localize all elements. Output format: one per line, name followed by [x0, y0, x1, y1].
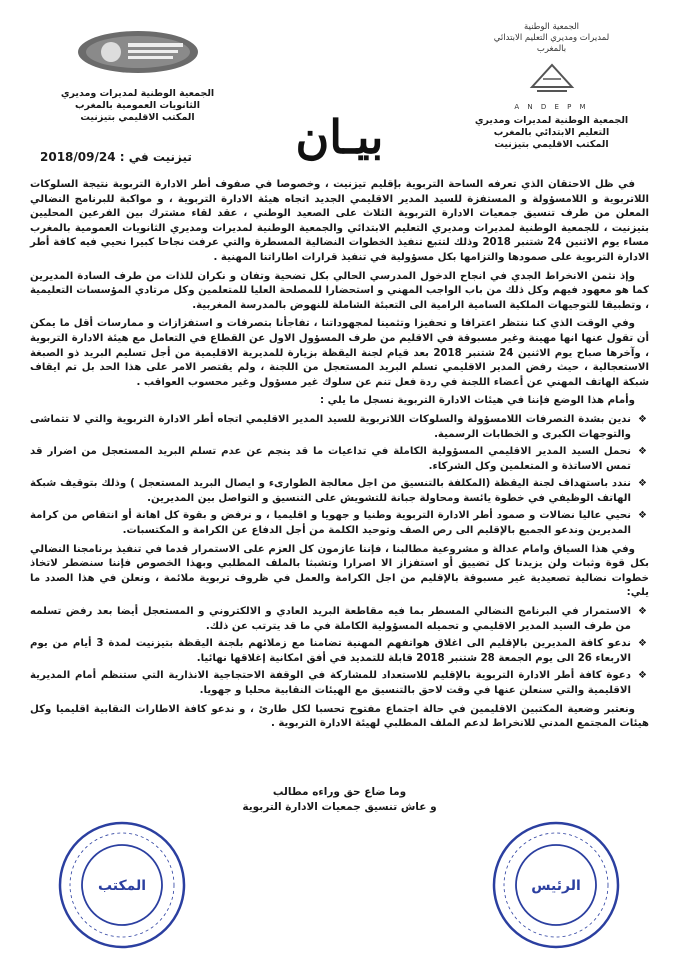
document-date: تيزنيت في : 2018/09/24 — [40, 150, 192, 164]
list-item: ❖ نحمل السيد المدير الاقليمي المسؤولية الكاملة في تداعيات ما قد ينجم عن عدم تسلم البريد المستعجل من اضرار قد تمس الاساتذة و المتعلمين وكل الشركاء. — [30, 445, 631, 474]
list-item: ❖ الاستمرار في البرنامج النضالي المسطر بما فيه مقاطعة البريد العادي و الالكتروني و المستعجل أيضا بعد رفض تسلمه من طرف السيد المدير الاقليمي و تحميله المسؤولية الكاملة في ما قد يترتب عن ذلك. — [30, 605, 631, 634]
header-left-org: الجمعية الوطنية لمديرات ومديري الثانويات العمومية بالمغرب المكتب الاقليمي بتيزنيت — [60, 88, 215, 123]
association-logo-icon — [477, 57, 627, 99]
list-item: ❖ دعوة كافة أطر الادارة التربوية بالإقليم للاستعداد للمشاركة في الوقفة الاحتجاجية الانذارية التي ستنظم أمام المديرية الاقليمية والتي سنعلن عنها في وقت لاحق بالتنسيق مع الهيئات النقابية محليا و جهويا. — [30, 669, 631, 698]
association-acronym: A N D E P M — [514, 103, 589, 111]
president-stamp-icon — [489, 818, 624, 953]
stamp-label: المكتب — [97, 878, 147, 894]
paragraph: وفي هذا السياق وامام عدالة و مشروعية مطالبنا ، فإننا عازمون كل العزم على الاستمرار قدما في تنفيذ برنامجنا النضالي بكل قوة وثبات ولن يزيدنا كل تضييق أو استفزاز الا اصرارا وتشبثا بالملف المطلبي وبهذا الخصوص فإننا سنضطر لاتخاذ خطوات نضالية تصعيدية غير مسبوقة بالإقليم من اجل الكرامة والعمل في ظروف تربوية ملائمة ، ونعلن في هذا الصدد ما يلي: — [30, 543, 649, 599]
office-stamp-icon — [55, 818, 190, 953]
secondary-schools-logo-icon — [73, 28, 203, 76]
paragraph: في ظل الاحتقان الذي تعرفه الساحة التربوية بإقليم تيزنيت ، وخصوصا في صفوف أطر الادارة التربوية نتيجة السلوكات اللاتربوية و اللامسؤولة و المستفزة للسيد المدير الاقليمي الجديد اتجاه هيئة الادارة التربوية ، و مواكبة للبرنامج النضالي المعلن من طرف تنسيق جمعيات الادارة التربوية الثلاث على الصعيد الوطني ، عقد لقاء مشترك بين الفرعين المحليين بتيزنيت ، للجمعية الوطنية لمديرات ومديري التعليم الابتدائي والجمعية الوطنية لمديرات ومديري الثانويات العمومية بالمغرب مساء يوم الاثنين 24 شتنبر 2018 وذلك لتتبع تنفيذ الخطوات النضالية المسطرة والتي عرفت نجاحا كبيرا نحيي فيه كافة أطر الادارة التربوية على صمودها والتزامها بكل مسؤولية في تنفيذ قرارات اطاراتنا المهنية . — [30, 179, 649, 263]
document-title: بيـان — [295, 110, 384, 164]
paragraph: ونعتبر وضعية المكتبين الاقليمين في حالة اجتماع مفتوح تحسبا لكل طارئ ، و ندعو كافة الاطارات النقابية اقليميا وكل هيئات المجتمع المدني للانخراط لدعم الملف المطلبي لهيئة الادارة التربوية . — [30, 703, 649, 730]
list-positions — [30, 413, 649, 539]
list-item: ❖ نحيي عاليا نضالات و صمود أطر الادارة التربوية وطنيا و جهويا و اقليميا ، و نرفض و بقوة كل اهانة أو انتقاص من كرامة المديرين وندعو الجميع بالإقليم الى رص الصف وتوحيد الكلمة من أجل الدفاع عن الكرامة و المكتسبات. — [30, 509, 631, 538]
header-right-logo-text: الجمعية الوطنية لمديرات ومديري التعليم الابتدائي بالمغرب — [493, 22, 610, 54]
document-body — [30, 178, 649, 736]
paragraph: وأمام هذا الوضع فإننا في هيئات الادارة التربوية نسجل ما يلي : — [320, 395, 635, 407]
header-right-org: الجمعية الوطنية لمديرات ومديري التعليم الابتدائي بالمغرب المكتب الاقليمي بتيزنيت — [474, 115, 629, 150]
list-item: ❖ ندين بشدة التصرفات اللامسؤولة والسلوكات اللاتربوية للسيد المدير الاقليمي اتجاه أطر الادارة التربوية والتي لا تتماشى والتوجهات الكبرى و الخطابات الرسمية. — [30, 413, 631, 442]
signoff: وما ضاع حق وراءه مطالب و عاش تنسيق جمعيات الادارة التربوية — [242, 786, 437, 813]
list-actions — [30, 605, 649, 699]
list-item: ❖ نندد باستهداف لجنة اليقظة (المكلفة بالتنسيق من اجل معالجة الطوارىء و ايصال البريد المستعجل ) وذلك بتوقيف شبكة الهاتف الوظيفي في خطوة يائسة ومحاولة جبانة للتشويش على التنسيق و التواصل بين المديرين. — [30, 477, 631, 506]
paragraph: وفي الوقت الذي كنا ننتظر اعترافا و تحفيزا وتثمينا لمجهوداتنا ، تفاجأنا بتصرفات و استفزازات و ممارسات أقل ما يمكن أن تقول عنها انها مهينة وغير مسبوقة في الاقليم من طرف المسؤول الاول عن القطاع في التعامل مع هيئة الادارة التربوية ، وآخرها صباح يوم الاثنين 24 شتنبر 2018 بعد قيام لجنة اليقظة بزيارة للمديرية الاقليمية من أجل تسليم البريد ذو الصبغة الاستعجالية ، حيث رفض المدير الاقليمي تسلم البريد المستعجل من اللجنة ، ولم يقتصر الامر على هذا الحد بل تم ايقاف شبكة الهاتف المهني عن أعضاء اللجنة في ردة فعل تنم عن سلوك غير مسؤول وغير محسوب العواقب . — [30, 318, 649, 388]
stamp-label: الرئيس — [531, 878, 581, 894]
paragraph: وإذ نثمن الانخراط الجدي في انجاح الدخول المدرسي الحالي بكل تضحية وتفان و نكران للذات من طرف السادة المديرين كما هو معهود فيهم وكل ذلك من باب الواجب المهني و استحضارا للمصلحة العليا للمتعلمين وكل مرتادي المؤسسات التعليمية ، وتطبيقا للتوجيهات الملكية السامية الرامية الى التعبئة الشاملة للنهوض بالمدرسة المغربية. — [30, 270, 649, 311]
list-item: ❖ ندعو كافة المديرين بالإقليم الى اغلاق هواتفهم المهنية تضامنا مع زملائهم بلجنة اليقظة بتيزنيت لمدة 3 أيام من يوم الاربعاء 26 الى يوم الجمعة 28 شتنبر 2018 قابلة للتمديد في أفق امكانية إغلاقها نهائيا. — [30, 637, 631, 666]
